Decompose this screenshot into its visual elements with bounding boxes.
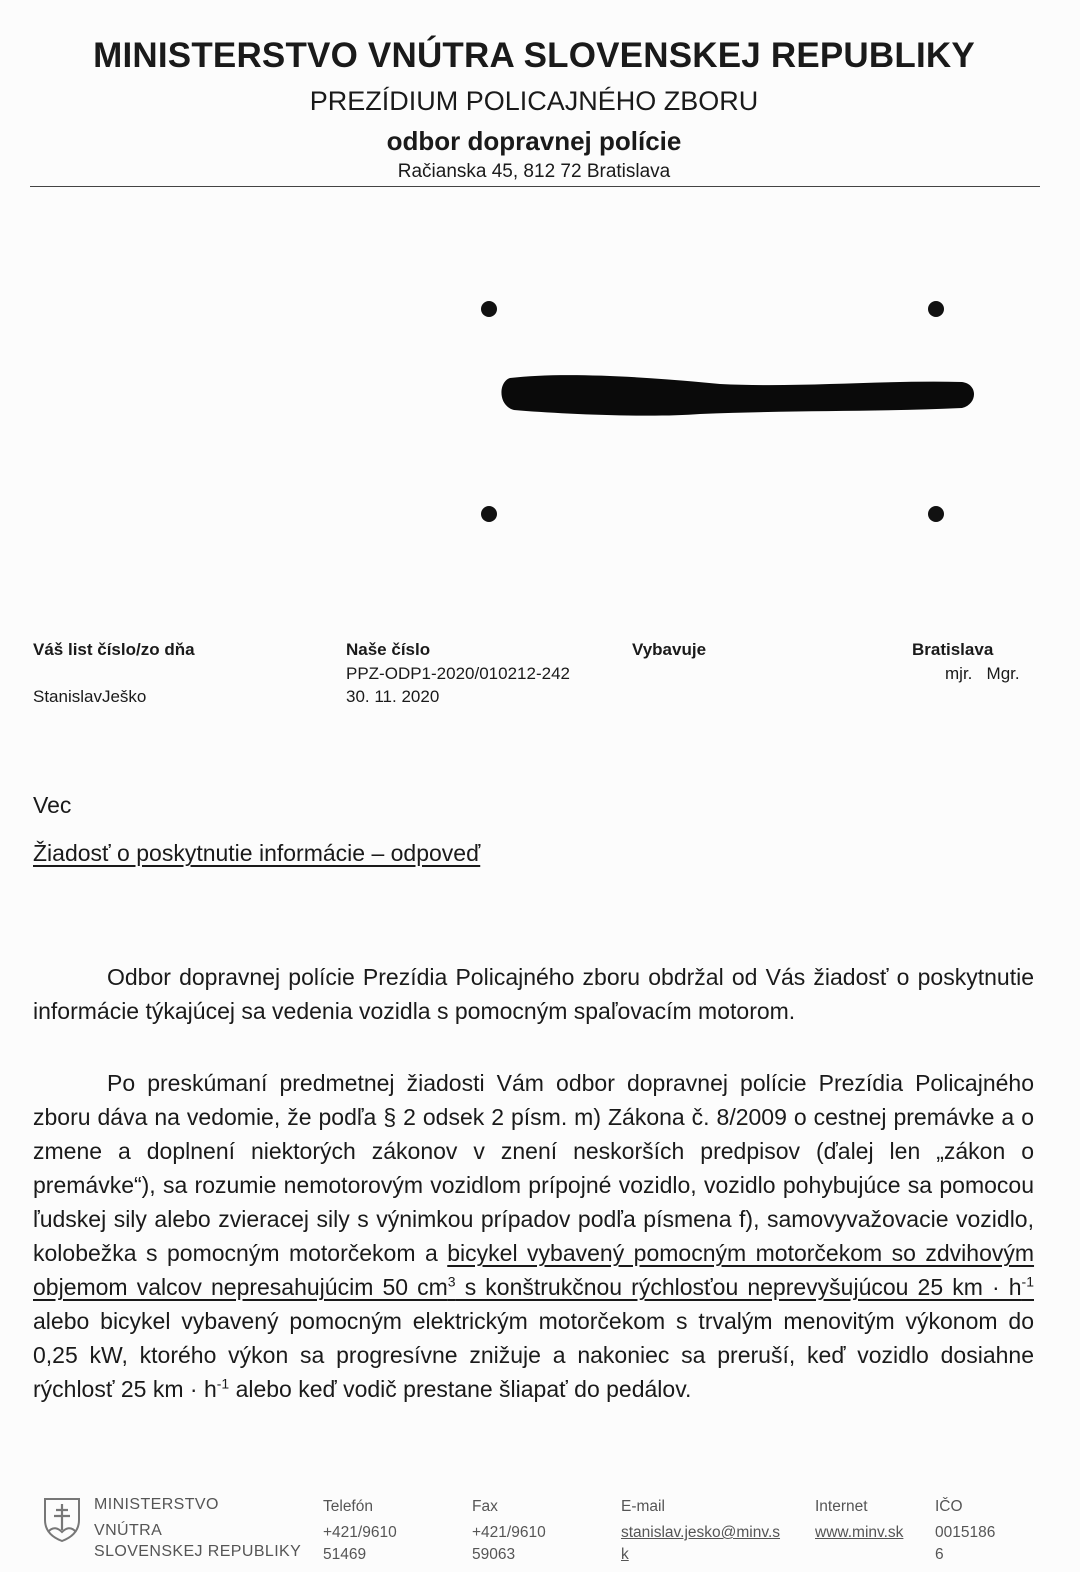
- paragraph-2-middle: alebo bicykel vybavený pomocným elektrickým motorčekom s trvalým menovitým výkonom do 0,25 kW, ktorého výkon sa progresívne znižuje a nakoniec sa preruší, keď vozidlo dosiahne rýchlosť 25 km · h: [33, 1308, 1034, 1402]
- footer-ico: IČO 0015186 6: [935, 1498, 996, 1563]
- letter-date: 30. 11. 2020: [346, 687, 440, 706]
- our-number-value: PPZ-ODP1-2020/010212-242: [346, 664, 570, 683]
- website-link[interactable]: www.minv.sk: [815, 1524, 904, 1541]
- footer-email: E-mail stanislav.jesko@minv.s k: [621, 1496, 780, 1566]
- address-corner-mark: [928, 301, 944, 317]
- place-label: Bratislava: [912, 640, 994, 659]
- paragraph-1: [33, 960, 1034, 1028]
- footer-fax: Fax +421/9610 59063: [472, 1498, 546, 1563]
- paragraph-2: Po preskúmaní predmetnej žiadosti Vám odbor dopravnej polície Prezídia Policajného zboru dáva na vedomie, že podľa § 2 odsek 2 písm. m) Zákona č. 8/2009 o cestnej premávke a o zmene a doplnení niektorých zákonov v znení neskorších predpisov (ďalej len „zákon o premávke“), sa rozumie nemotorovým vozidlom prípojné vozidlo, vozidlo pohybujúce sa pomocou ľudskej sily alebo zvieracej sily s výnimkou prípadov podľa písmena f), samovyvažovacie vozidlo, kolobežka s pomocným motorčekom a bicykel vybavený pomocným motorčekom so zdvihovým objemom valcov nepresahujúcim 50 $cm^3$ s konštrukčnou rýchlosťou neprevyšujúcou 25 km · $h^{-1}$ alebo bicykel vybavený pomocným elektrickým motorčekom s trvalým menovitým výkonom do 0,25 kW, ktorého výkon sa progresívne znižuje a nakoniec sa preruší, keď vozidlo dosiahne rýchlosť 25 km · $h^{-1}$ alebo keď vodič prestane šliapať do pedálov.: [33, 1070, 1035, 1402]
- your-letter-label: Váš list číslo/zo dňa: [33, 640, 195, 659]
- address-corner-mark: [481, 506, 497, 522]
- our-number-label: Naše číslo: [346, 640, 431, 659]
- coat-of-arms-icon: [42, 1496, 82, 1542]
- paragraph-2-underlined: bicykel vybavený pomocným motorčekom so zdvihovým objemom valcov nepresahujúcim 50 $cm^3$ s konštrukčnou rýchlosťou neprevyšujúcou 25 km · $h^{-1}$: [33, 1240, 1035, 1300]
- email-link[interactable]: stanislav.jesko@minv.s: [621, 1524, 781, 1541]
- footer-logo-text: MINISTERSTVO VNÚTRA SLOVENSKEJ REPUBLIKY: [94, 1496, 302, 1560]
- header-divider: [30, 186, 1040, 187]
- address-corner-mark: [928, 506, 944, 522]
- address-corner-mark: [481, 301, 497, 317]
- handled-by-value: mjr. Mgr.: [945, 664, 1020, 683]
- subject-label: Vec: [33, 792, 72, 818]
- footer-phone: Telefón +421/9610 51469: [323, 1498, 397, 1563]
- redaction-mark: [500, 370, 978, 420]
- presidium-heading: PREZÍDIUM POLICAJNÉHO ZBORU: [309, 86, 759, 116]
- paragraph-1-text: Odbor dopravnej polície Prezídia Policajného zboru obdržal od Vás žiadosť o poskytnutie informácie týkajúcej sa vedenia vozidla s pomocným spaľovacím motorom.: [33, 964, 1034, 1024]
- department-heading: odbor dopravnej polície: [386, 126, 682, 156]
- your-letter-value: StanislavJeško: [33, 687, 147, 706]
- paragraph-2-end: alebo keď vodič prestane šliapať do pedálov.: [229, 1376, 692, 1402]
- subject-title: Žiadosť o poskytnutie informácie – odpoveď: [33, 840, 481, 866]
- footer-internet: Internet www.minv.sk: [815, 1496, 903, 1544]
- handled-by-label: Vybavuje: [632, 640, 707, 659]
- ministry-heading: MINISTERSTVO VNÚTRA SLOVENSKEJ REPUBLIKY: [93, 36, 975, 75]
- paragraph-2-start: Po preskúmaní predmetnej žiadosti Vám odbor dopravnej polície Prezídia Policajného zboru dáva na vedomie, že podľa § 2 odsek 2 písm. m) Zákona č. 8/2009 o cestnej premávke a o zmene a doplnení niektorých zákonov v znení neskorších predpisov (ďalej len „zákon o premávke“), sa rozumie nemotorovým vozidlom prípojné vozidlo, vozidlo pohybujúce sa pomocou ľudskej sily alebo zvieracej sily s výnimkou prípadov podľa písmena f), samovyvažovacie vozidlo, kolobežka s pomocným motorčekom a: [33, 1070, 1034, 1266]
- email-link-continued[interactable]: k: [621, 1546, 629, 1563]
- address-line: Račianska 45, 812 72 Bratislava: [397, 161, 671, 182]
